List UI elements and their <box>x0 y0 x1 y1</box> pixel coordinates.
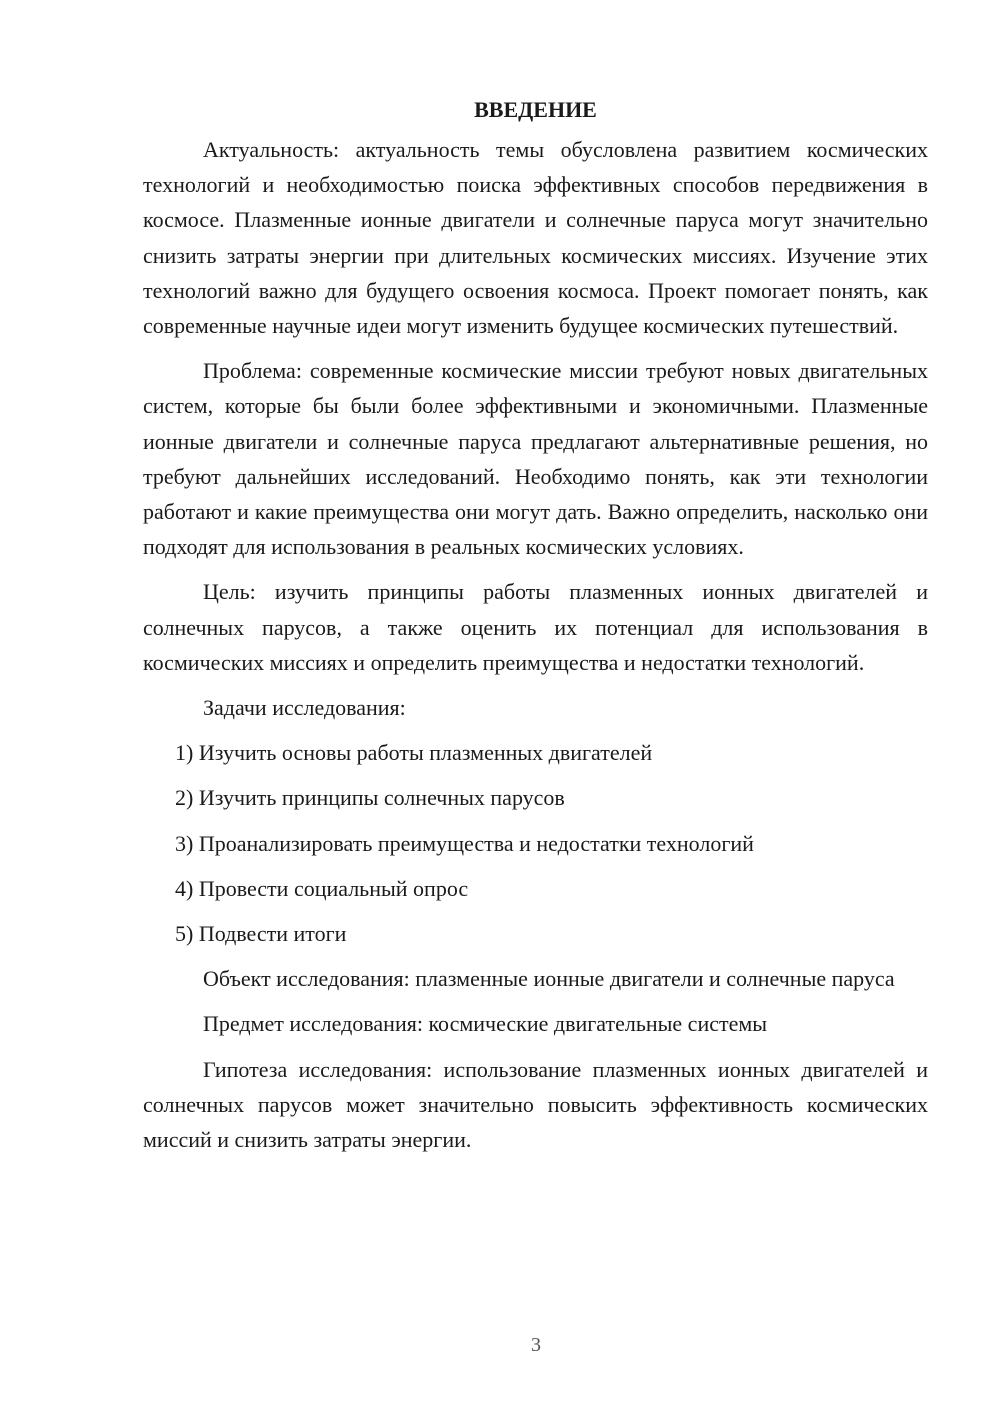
list-item-task-4: 4) Провести социальный опрос <box>175 875 469 901</box>
paragraph-problem: Проблема: современные космические миссии требуют новых двигательных систем, которые бы были более эффективными и экономичными. Плазменные ионные двигатели и солнечные паруса предлагают альтернативные решения, но требуют дальнейших исследований. Необходимо понять, как эти технологии работают и какие преимущества они могут дать. Важно определить, насколько они подходят для использования в реальных космических условиях. <box>143 358 928 560</box>
list-item-task-5: 5) Подвести итоги <box>175 921 347 947</box>
page-number: 3 <box>531 1334 541 1356</box>
tasks-heading: Задачи исследования: <box>203 695 406 721</box>
paragraph-goal: Цель: изучить принципы работы плазменных ионных двигателей и солнечных парусов, а также оценить их потенциал для использования в космических миссиях и определить преимущества и недостатки технологий. <box>143 579 928 675</box>
list-item-task-1: 1) Изучить основы работы плазменных двигателей <box>175 740 653 766</box>
list-item-task-3: 3) Проанализировать преимущества и недостатки технологий <box>175 830 754 856</box>
paragraph-object: Объект исследования: плазменные ионные двигатели и солнечные паруса <box>203 966 895 992</box>
list-item-task-2: 2) Изучить принципы солнечных парусов <box>175 785 565 811</box>
document-page <box>143 92 928 1157</box>
paragraph-hypothesis: Гипотеза исследования: использование плазменных ионных двигателей и солнечных парусов может значительно повысить эффективность космических миссий и снизить затраты энергии. <box>143 1056 928 1153</box>
page-title: ВВЕДЕНИЕ <box>474 97 597 122</box>
paragraph-relevance: Актуальность: актуальность темы обусловлена развитием космических технологий и необходимостью поиска эффективных способов передвижения в космосе. Плазменные ионные двигатели и солнечные паруса могут значительно снизить затраты энергии при длительных космических миссиях. Изучение этих технологий важно для будущего освоения космоса. Проект помогает понять, как современные научные идеи могут изменить будущее космических путешествий. <box>143 137 928 339</box>
paragraph-subject: Предмет исследования: космические двигательные системы <box>203 1011 768 1037</box>
